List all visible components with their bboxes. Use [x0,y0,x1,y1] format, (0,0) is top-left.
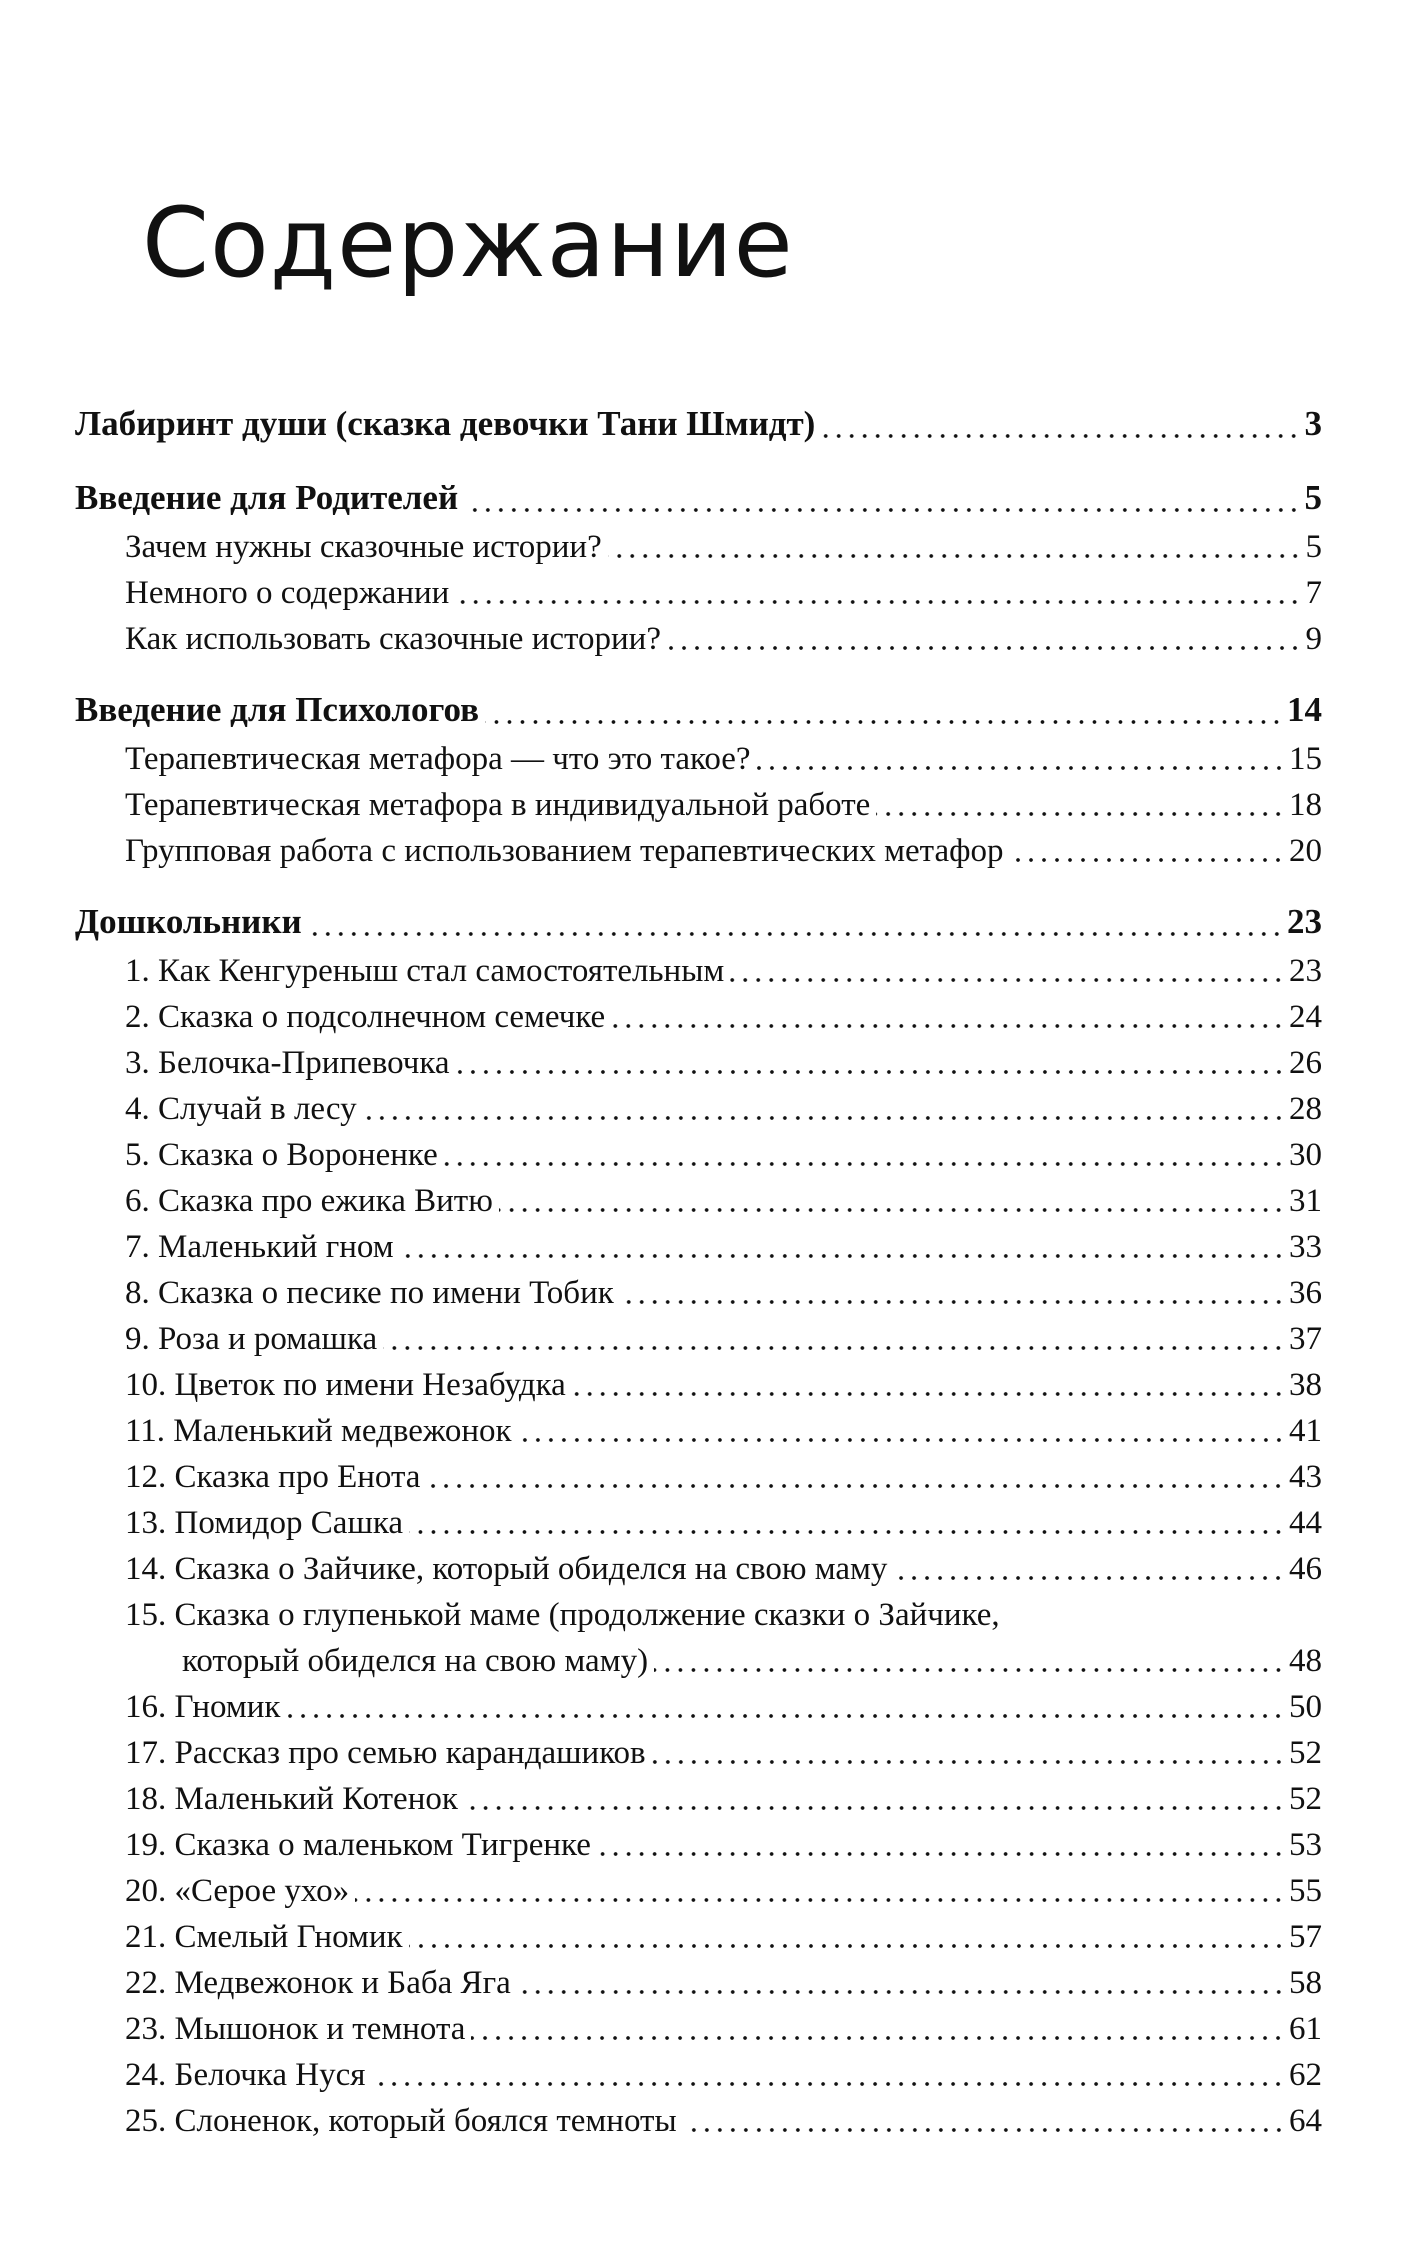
toc-page-number: 33 [1289,1229,1322,1265]
toc-entry-label: 1. Как Кенгуреныш стал самостоятельным [125,953,725,989]
toc-page-number: 62 [1289,2057,1322,2093]
toc-entry [75,1546,1322,1592]
toc-entry-label: 25. Слоненок, который боялся темноты [125,2103,677,2139]
dot-leader [572,1391,1285,1397]
toc-entry [75,616,1322,662]
toc-page-number: 31 [1289,1183,1322,1219]
toc-entry [75,736,1322,782]
toc-page-number: 7 [1305,575,1322,611]
toc-page-number: 57 [1289,1919,1322,1955]
toc-entry [75,1178,1322,1224]
toc-page-number: 23 [1289,953,1322,989]
toc-entry [75,1362,1322,1408]
toc-entry [75,1316,1322,1362]
toc-entry-label: Введение для Родителей [75,478,459,517]
toc-page-number: 64 [1289,2103,1322,2139]
dot-leader [652,1759,1285,1765]
dot-leader [518,1437,1285,1443]
toc-page-number: 53 [1289,1827,1322,1863]
toc-entry-label: Терапевтическая метафора — что это такое? [125,741,751,777]
toc-entry [75,1960,1322,2006]
toc-entry-label: 4. Случай в лесу [125,1091,357,1127]
toc-page-number: 5 [1305,529,1322,565]
dot-leader [464,507,1300,513]
dot-leader [308,931,1283,937]
toc-entry [75,1132,1322,1178]
dot-leader [654,1667,1285,1673]
toc-entry [75,1224,1322,1270]
dot-leader [363,1115,1285,1121]
toc-page-number: 50 [1289,1689,1322,1725]
toc-page-number: 3 [1304,404,1322,443]
dot-leader [409,1529,1285,1535]
toc-entry-label: 18. Маленький Котенок [125,1781,458,1817]
dot-leader [400,1253,1285,1259]
page-title: Содержание [142,187,794,299]
toc-entry-label: 12. Сказка про Енота [125,1459,421,1495]
dot-leader [383,1345,1285,1351]
toc-page-number: 5 [1304,478,1322,517]
toc-entry-label: Групповая работа с использованием терапевтических метафор [125,833,1004,869]
toc-entry-label: который обиделся на свою маму) [182,1643,649,1679]
dot-leader [757,765,1285,771]
toc-page-number: 52 [1289,1781,1322,1817]
dot-leader [286,1713,1285,1719]
toc-page-number: 48 [1289,1643,1322,1679]
toc-page-number: 55 [1289,1873,1322,1909]
toc-entry [75,1086,1322,1132]
toc-page-number: 23 [1287,902,1322,941]
toc-entry-label: 16. Гномик [125,1689,281,1725]
toc-entry-label: 21. Смелый Гномик [125,1919,403,1955]
toc-page-number: 28 [1289,1091,1322,1127]
toc-entry-label: 17. Рассказ про семью карандашиков [125,1735,646,1771]
toc-entry-label: 8. Сказка о песике по имени Тобик [125,1275,614,1311]
dot-leader [1009,857,1285,863]
toc-section [75,398,1322,450]
toc-entry-label: 14. Сказка о Зайчике, который обиделся на свою маму [125,1551,888,1587]
dot-leader [455,599,1301,605]
toc-page-number: 30 [1289,1137,1322,1173]
toc-entry-label: Зачем нужны сказочные истории? [125,529,602,565]
toc-entry [75,1270,1322,1316]
dot-leader [409,1943,1285,1949]
dot-leader [355,1897,1285,1903]
dot-leader [464,1805,1285,1811]
toc-entry-label: Дошкольники [75,902,302,941]
dot-leader [456,1069,1285,1075]
toc-entry-label: 19. Сказка о маленьком Тигренке [125,1827,591,1863]
toc-entry [75,1408,1322,1454]
toc-entry [75,1684,1322,1730]
toc-entry-label: 3. Белочка-Припевочка [125,1045,450,1081]
dot-leader [485,719,1283,725]
toc-page-number: 20 [1289,833,1322,869]
dot-leader [499,1207,1285,1213]
toc-entry-label: 10. Цветок по имени Незабудка [125,1367,566,1403]
dot-leader [876,811,1285,817]
toc-page-number: 46 [1289,1551,1322,1587]
toc-entry [75,1454,1322,1500]
toc-page-number: 14 [1287,690,1322,729]
toc-entry-first-line: 15. Сказка о глупенькой маме (продолжение сказки о Зайчике, [125,1597,1000,1633]
toc-entry [75,1868,1322,1914]
dot-leader [893,1575,1285,1581]
toc-page-number: 61 [1289,2011,1322,2047]
dot-leader [667,645,1302,651]
toc-section [75,896,1322,948]
toc-entry [75,2098,1322,2144]
table-of-contents [75,398,1322,2144]
dot-leader [471,2035,1285,2041]
toc-entry-label: 11. Маленький медвежонок [125,1413,512,1449]
toc-page-number: 9 [1305,621,1322,657]
toc-entry [75,524,1322,570]
toc-entry-label: 7. Маленький гном [125,1229,394,1265]
toc-entry [75,1822,1322,1868]
toc-entry-label: 13. Помидор Сашка [125,1505,404,1541]
toc-entry [75,994,1322,1040]
toc-entry [75,1776,1322,1822]
dot-leader [597,1851,1285,1857]
toc-entry [75,782,1322,828]
toc-page-number: 52 [1289,1735,1322,1771]
toc-entry [75,1730,1322,1776]
dot-leader [608,553,1302,559]
toc-page-number: 41 [1289,1413,1322,1449]
toc-entry-label: Как использовать сказочные истории? [125,621,661,657]
toc-page-number: 24 [1289,999,1322,1035]
toc-entry-label: 5. Сказка о Вороненке [125,1137,438,1173]
toc-page-number: 18 [1289,787,1322,823]
toc-entry-label: 2. Сказка о подсолнечном семечке [125,999,606,1035]
toc-entry-label: 22. Медвежонок и Баба Яга [125,1965,511,2001]
toc-entry [75,1040,1322,1086]
toc-entry [75,828,1322,874]
toc-entry [75,1638,1322,1684]
dot-leader [371,2081,1285,2087]
toc-section [75,684,1322,736]
toc-entry [75,1500,1322,1546]
toc-entry [75,570,1322,616]
dot-leader [821,433,1300,439]
toc-page-number: 15 [1289,741,1322,777]
dot-leader [426,1483,1285,1489]
toc-entry-label: 24. Белочка Нуся [125,2057,366,2093]
dot-leader [620,1299,1285,1305]
toc-page-number: 26 [1289,1045,1322,1081]
toc-entry-label: 23. Мышонок и темнота [125,2011,466,2047]
toc-entry-label: 9. Роза и ромашка [125,1321,378,1357]
dot-leader [730,977,1285,983]
toc-page-number: 36 [1289,1275,1322,1311]
toc-entry-label: Лабиринт души (сказка девочки Тани Шмидт) [75,404,816,443]
toc-entry [75,1914,1322,1960]
dot-leader [444,1161,1285,1167]
toc-page-number: 43 [1289,1459,1322,1495]
toc-page-number: 37 [1289,1321,1322,1357]
dot-leader [683,2127,1285,2133]
toc-entry-label: Немного о содержании [125,575,450,611]
dot-leader [611,1023,1285,1029]
toc-entry [75,2052,1322,2098]
dot-leader [517,1989,1285,1995]
toc-page-number: 44 [1289,1505,1322,1541]
toc-entry [75,948,1322,994]
toc-page-number: 58 [1289,1965,1322,2001]
toc-entry [75,2006,1322,2052]
toc-section [75,472,1322,524]
toc-entry-label: Введение для Психологов [75,690,480,729]
toc-entry-label: 6. Сказка про ежика Витю [125,1183,493,1219]
toc-entry-label: Терапевтическая метафора в индивидуальной работе [125,787,871,823]
toc-page-number: 38 [1289,1367,1322,1403]
toc-entry-label: 20. «Серое ухо» [125,1873,350,1909]
